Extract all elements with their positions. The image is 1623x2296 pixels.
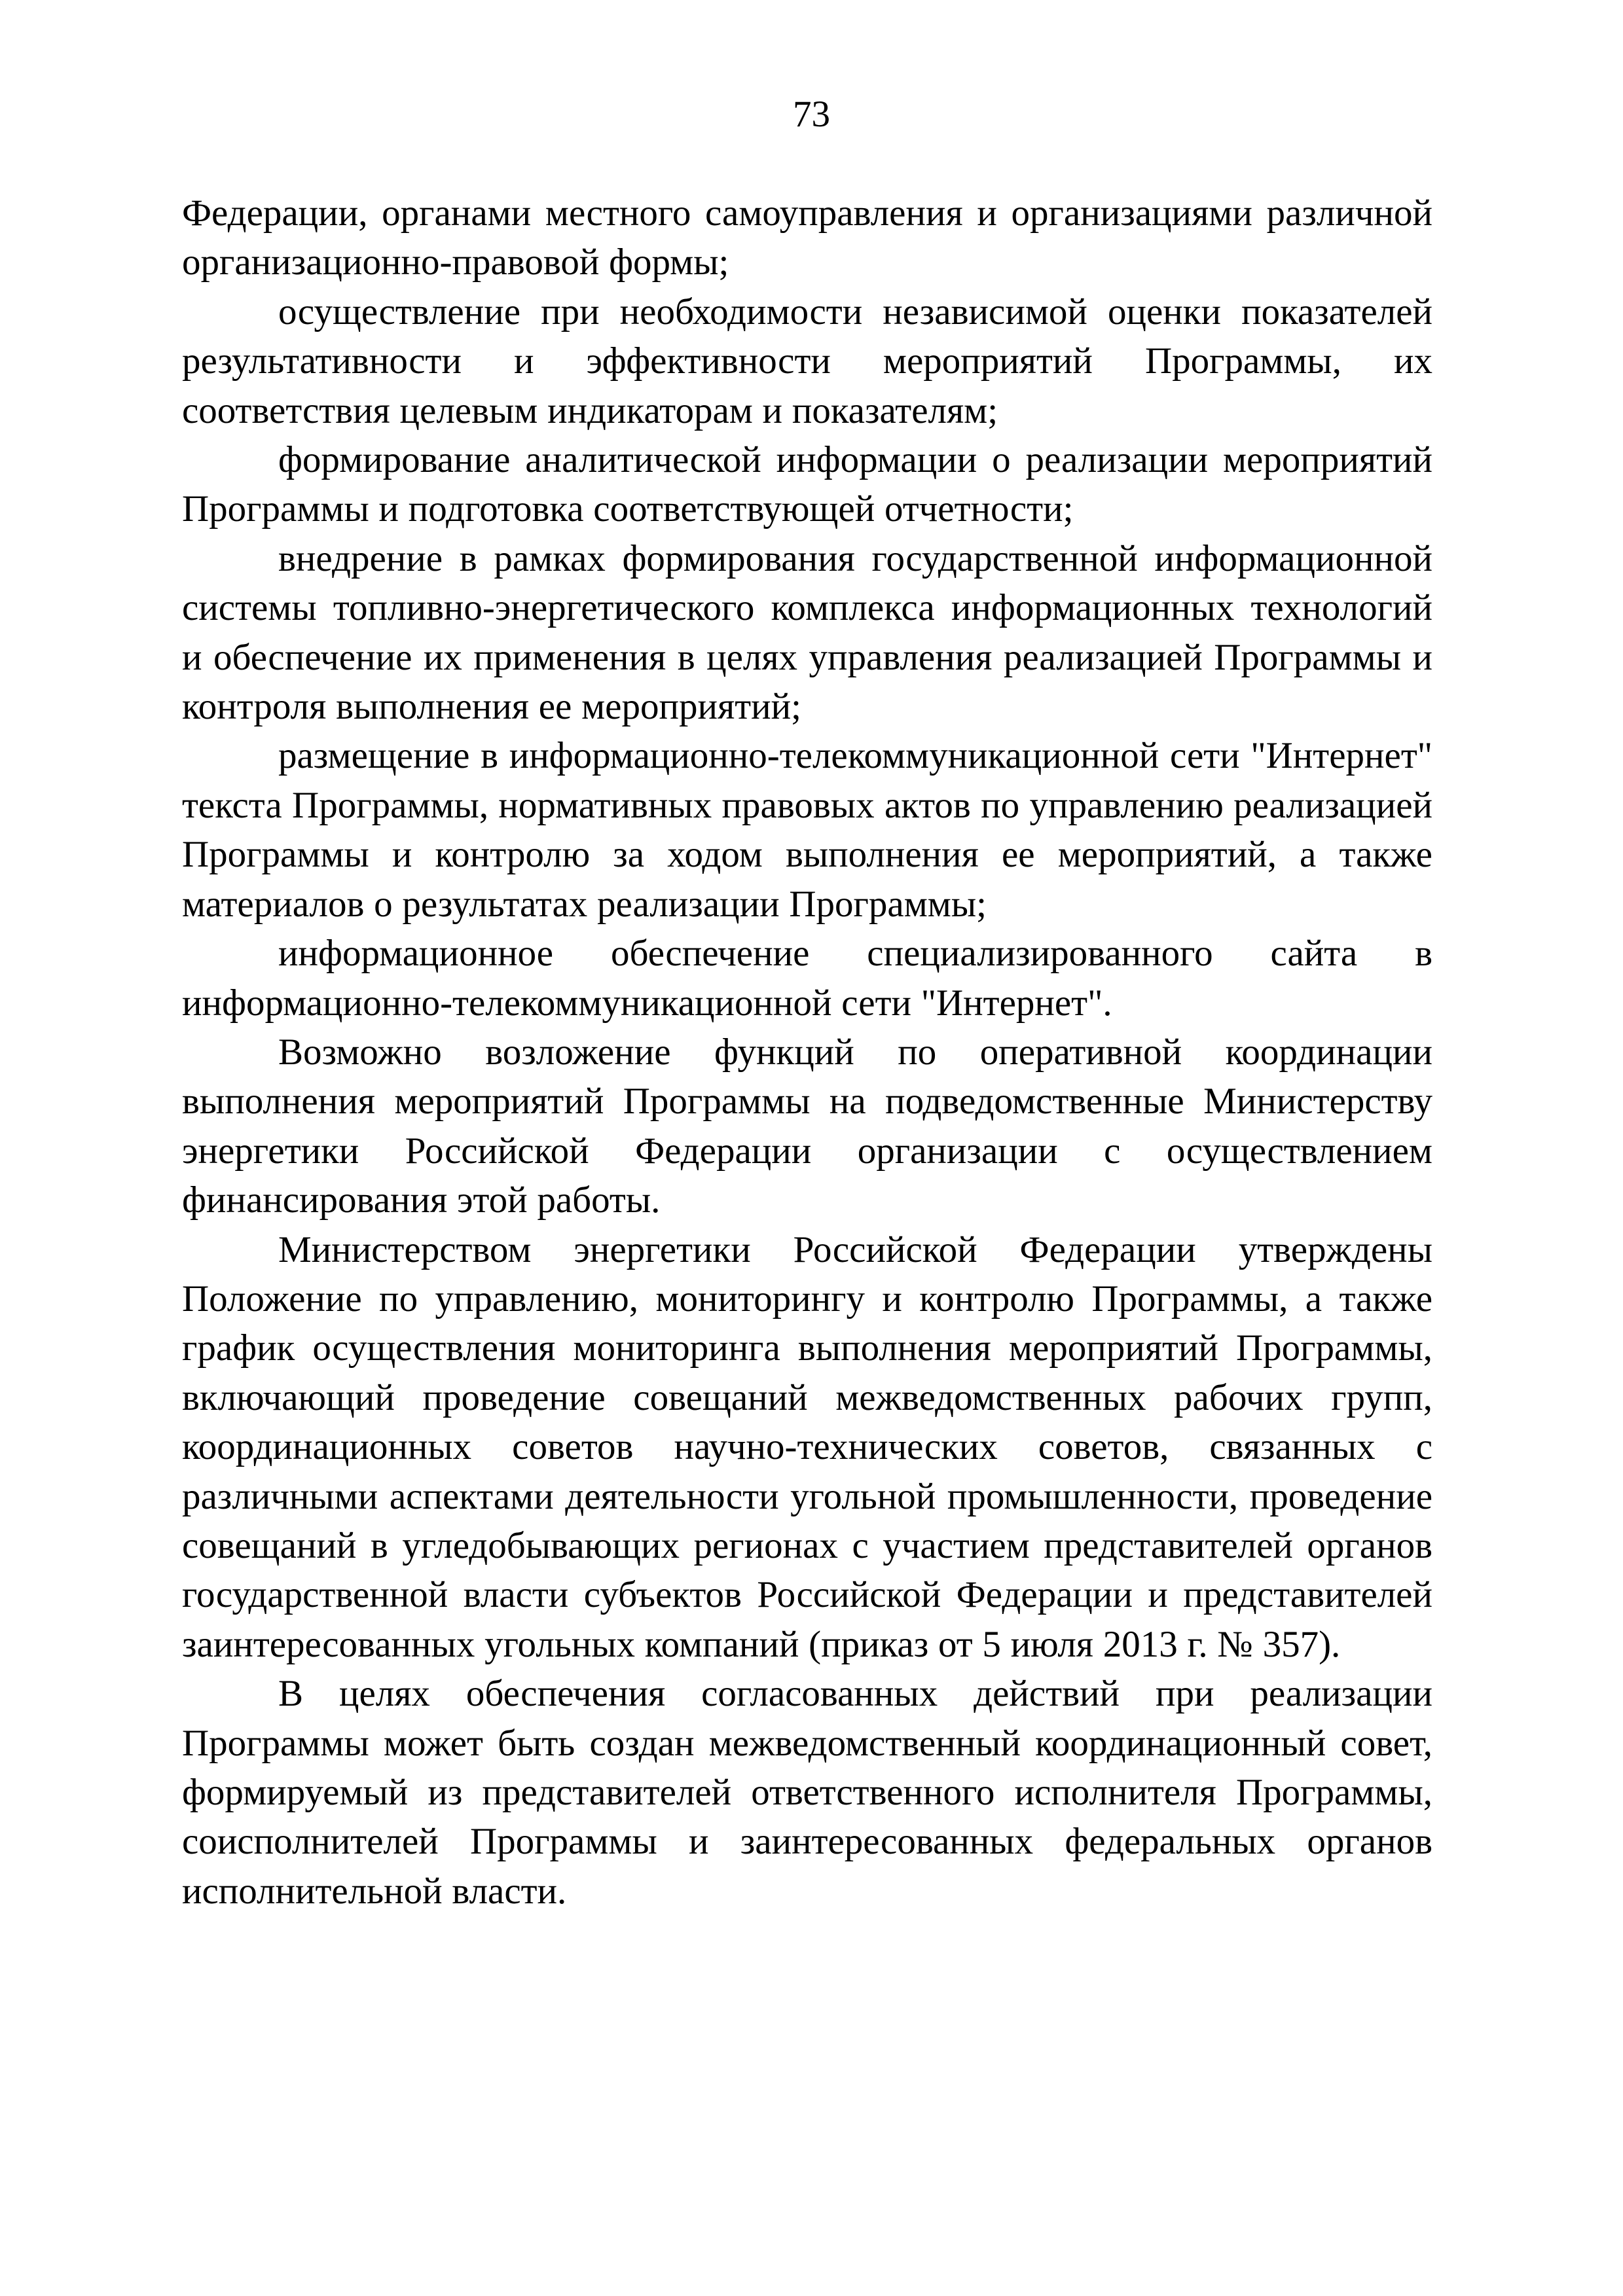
paragraph: осуществление при необходимости независимой оценки показателей результативности и эффективности мероприятий Программы, их соответствия целевым индикаторам и показателям; xyxy=(182,291,1432,431)
paragraph: В целях обеспечения согласованных действий при реализации Программы может быть создан межведомственный координационный совет, формируемый из представителей ответственного исполнителя Программы, соисполнителей Программы и заинтересованных федеральных органов исполнительной власти. xyxy=(182,1673,1432,1912)
body-text xyxy=(182,188,1432,1916)
page-number: 73 xyxy=(793,94,830,135)
paragraph: формирование аналитической информации о реализации мероприятий Программы и подготовка соответствующей отчетности; xyxy=(182,439,1432,530)
paragraph: Министерством энергетики Российской Федерации утверждены Положение по управлению, мониторингу и контролю Программы, а также график осуществления мониторинга выполнения мероприятий Программы, включающий проведение совещаний межведомственных рабочих групп, координационных советов научно-технических советов, связанных с различными аспектами деятельности угольной промышленности, проведение совещаний в угледобывающих регионах с участием представителей органов государственной власти субъектов Российской Федерации и представителей заинтересованных угольных компаний (приказ от 5 июля 2013 г. № 357). xyxy=(182,1229,1432,1665)
paragraph: Возможно возложение функций по оперативной координации выполнения мероприятий Программы на подведомственные Министерству энергетики Российской Федерации организации с осуществлением финансирования этой работы. xyxy=(182,1031,1432,1221)
paragraph: внедрение в рамках формирования государственной информационной системы топливно-энергетического комплекса информационных технологий и обеспечение их применения в целях управления реализацией Программы и контроля выполнения ее мероприятий; xyxy=(182,537,1432,728)
paragraph: Федерации, органами местного самоуправления и организациями различной организационно-правовой формы; xyxy=(182,192,1432,283)
paragraph: размещение в информационно-телекоммуникационной сети "Интернет" текста Программы, нормативных правовых актов по управлению реализацией Программы и контролю за ходом выполнения ее мероприятий, а также материалов о результатах реализации Программы; xyxy=(182,735,1432,925)
paragraph: информационное обеспечение специализированного сайта в информационно-телекоммуникационной сети "Интернет". xyxy=(182,933,1432,1024)
